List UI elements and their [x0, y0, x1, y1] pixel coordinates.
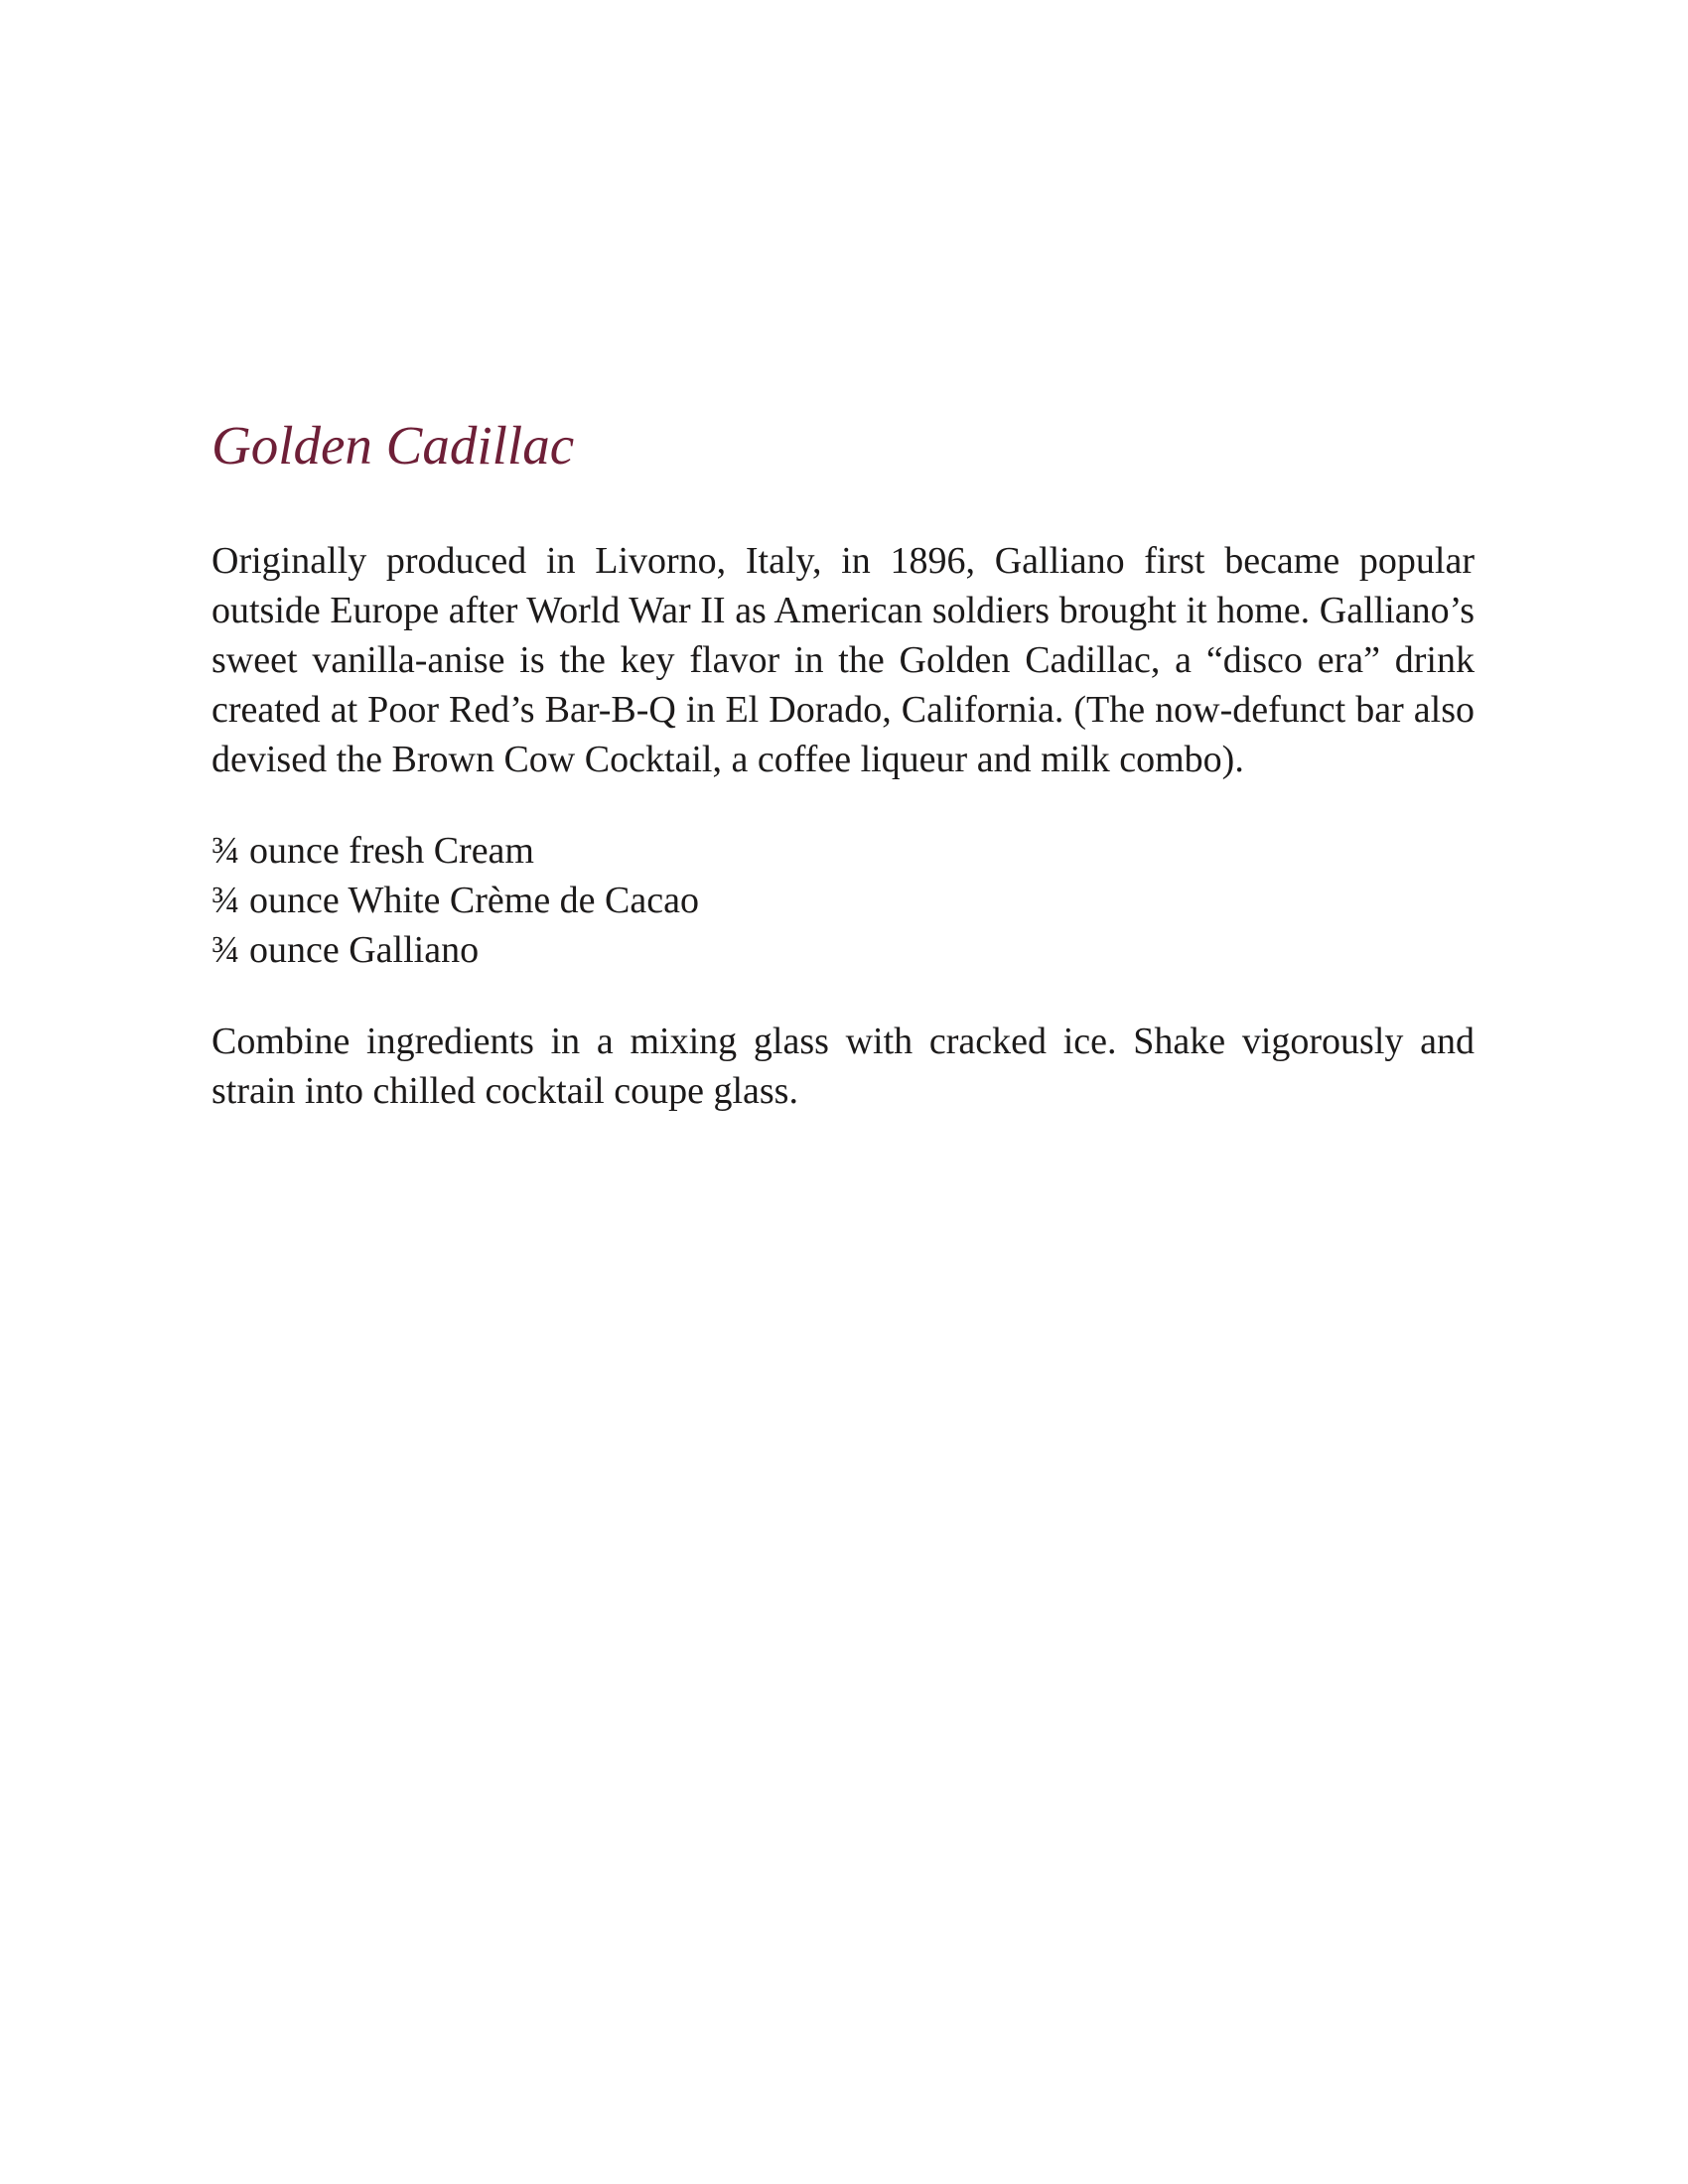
ingredient-item: ¾ ounce White Crème de Cacao [211, 880, 699, 921]
ingredient-item: ¾ ounce fresh Cream [211, 830, 534, 872]
recipe-page [211, 415, 1475, 1116]
recipe-intro-paragraph: Originally produced in Livorno, Italy, in 1896, Galliano first became popular outside Europe after World War II as American soldiers brought it home. Galliano’s sweet vanilla-anise is the key flavor in the Golden Cadillac, a “disco era” drink created at Poor Red’s Bar-B-Q in El Dorado, California. (The now-defunct bar also devised the Brown Cow Cocktail, a coffee liqueur and milk combo). [211, 540, 1475, 780]
recipe-title: Golden Cadillac [211, 415, 575, 476]
recipe-method-paragraph: Combine ingredients in a mixing glass with cracked ice. Shake vigorously and strain into chilled cocktail coupe glass. [211, 1021, 1475, 1112]
ingredient-item: ¾ ounce Galliano [211, 929, 480, 971]
ingredient-list [211, 826, 1475, 975]
